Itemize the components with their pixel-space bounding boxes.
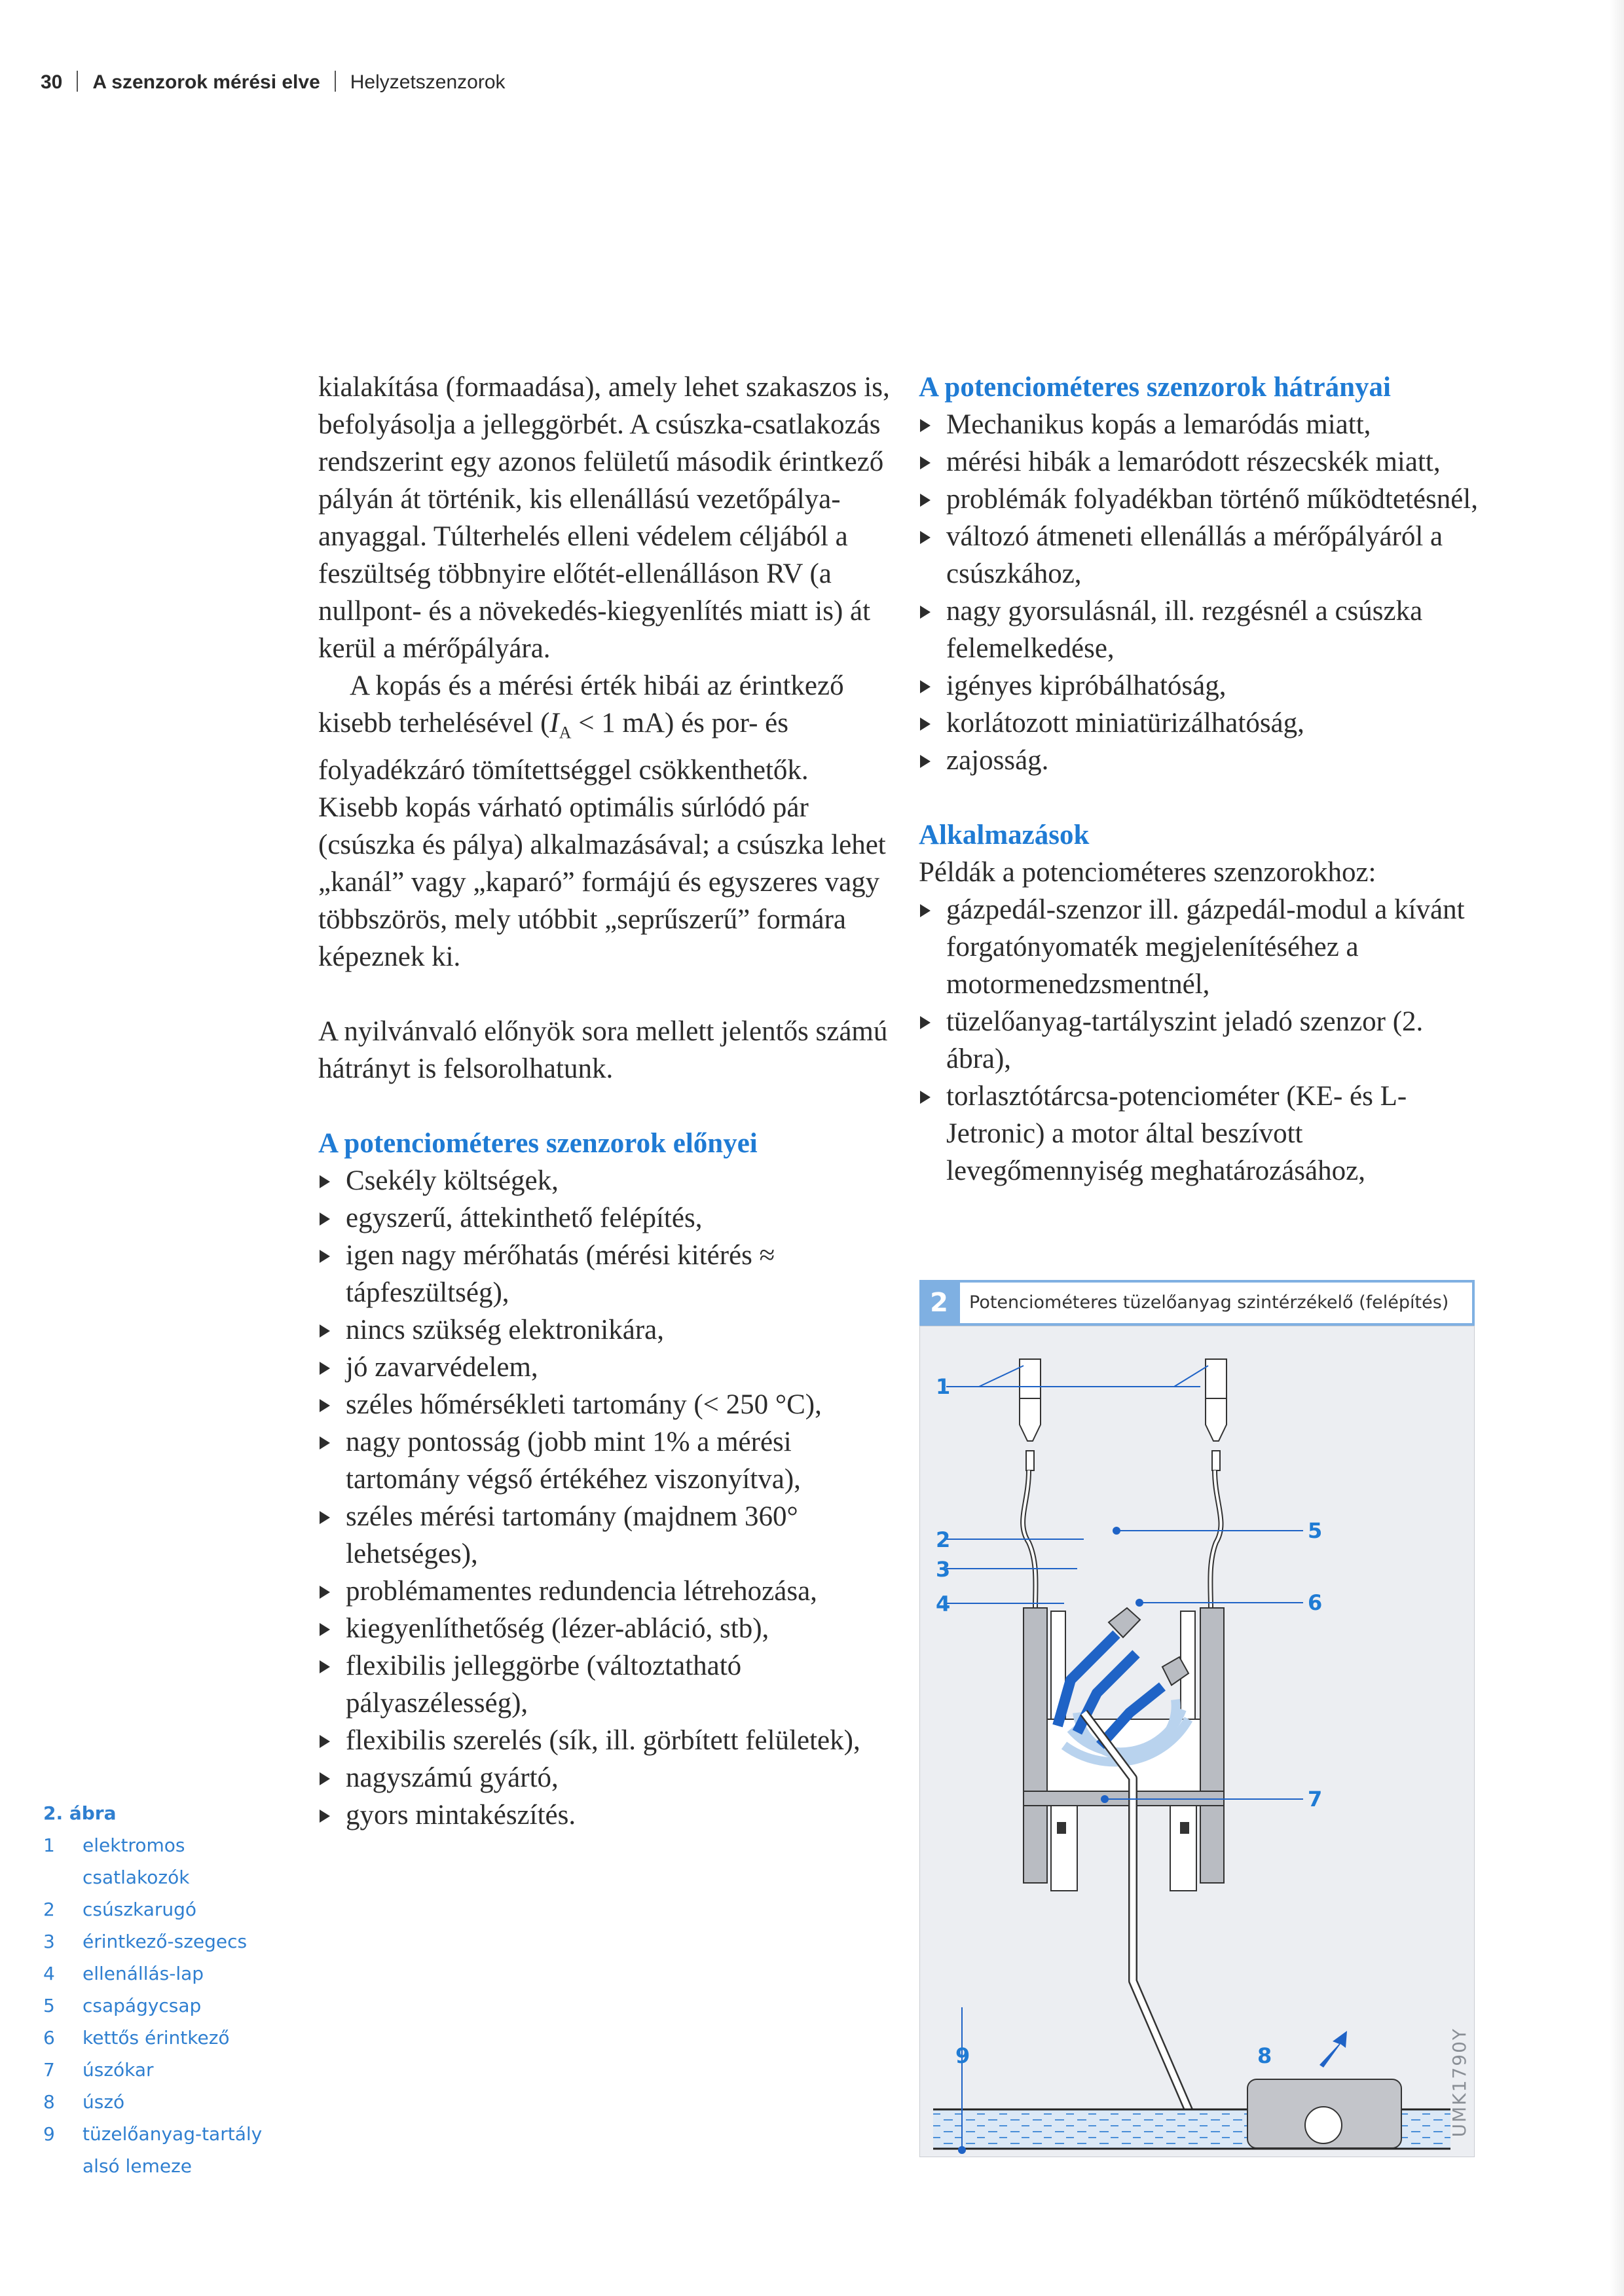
wear-paragraph xyxy=(318,667,895,975)
electrical-connector-right xyxy=(1206,1359,1227,1608)
callout-4: 4 xyxy=(936,1592,951,1616)
disadvantage-item: változó átmeneti ellenállás a mérőpályáról a csúszkához, xyxy=(919,518,1495,592)
figure-header xyxy=(919,1280,1475,1326)
caption-item xyxy=(43,2022,292,2054)
caption-item-number: 4 xyxy=(43,1963,55,1984)
advantage-item: kiegyenlíthetőség (lézer-abláció, stb), xyxy=(318,1610,895,1647)
advantage-item: flexibilis jelleggörbe (változtatható pályaszélesség), xyxy=(318,1647,895,1722)
caption-item xyxy=(43,2054,292,2086)
caption-item xyxy=(43,1958,292,1990)
current-symbol: I xyxy=(549,708,559,738)
transition-paragraph: A nyilvánvaló előnyök sora mellett jelentős számú hátrányt is felsorolhatunk. xyxy=(318,1015,888,1084)
caption-item xyxy=(43,2150,292,2182)
page-number: 30 xyxy=(41,71,63,93)
advantage-item: nincs szükség elektronikára, xyxy=(318,1311,895,1349)
caption-item-number xyxy=(43,1861,83,1893)
applications-intro: Példák a potenciométeres szenzorokhoz: xyxy=(919,857,1376,888)
right-text-column xyxy=(919,369,1495,1190)
figure-title: Potenciométeres tüzelőanyag szintérzékelő (felépítés) xyxy=(969,1292,1449,1313)
scan-edge xyxy=(1610,0,1624,2296)
caption-item-label: kettős érintkező xyxy=(83,2027,230,2049)
caption-item-label: úszókar xyxy=(83,2059,154,2081)
disadvantage-item: korlátozott miniatürizálhatóság, xyxy=(919,704,1495,742)
disadvantage-item: igényes kipróbálhatóság, xyxy=(919,667,1495,704)
disadvantage-item: nagy gyorsulásnál, ill. rezgésnél a csúszka felemelkedése, xyxy=(919,592,1495,667)
caption-item xyxy=(43,1990,292,2022)
main-text-column xyxy=(318,369,895,1834)
electrical-connector-left xyxy=(1020,1359,1041,1608)
caption-item-number: 1 xyxy=(43,1834,55,1856)
direction-arrow-icon xyxy=(1320,2031,1347,2068)
figure-title-box xyxy=(960,1283,1472,1323)
callout-8: 8 xyxy=(1257,2043,1272,2068)
caption-item xyxy=(43,1829,292,1861)
caption-title: 2. ábra xyxy=(43,1802,117,1824)
advantage-item: problémamentes redundencia létrehozása, xyxy=(318,1573,895,1610)
figure-number: 2 xyxy=(930,1288,948,1318)
caption-item xyxy=(43,2086,292,2118)
disadvantage-item: problémák folyadékban történő működtetésnél, xyxy=(919,481,1495,518)
figure-caption xyxy=(43,1797,292,2182)
intro-paragraph: kialakítása (formaadása), amely lehet szakaszos is, befolyásolja a jelleggörbét. A csúszka-csatlakozás rendszerint egy azonos felületű második érintkező pályán át történik, kis ellenállású vezetőpálya-anyaggal. Túlterhelés elleni védelem céljából a feszültség többnyire előtét-ellenálláson RV (a nullpont- és a növekedés-kiegyenlítés miatt is) át kerül a mérőpályára. xyxy=(318,372,890,664)
caption-item-label: tüzelőanyag-tartály xyxy=(83,2123,263,2145)
advantage-item: egyszerű, áttekinthető felépítés, xyxy=(318,1199,895,1237)
caption-item-label: alsó lemeze xyxy=(83,2155,192,2177)
caption-item-label: csúszkarugó xyxy=(83,1899,197,1920)
disadvantage-item: zajosság. xyxy=(919,742,1495,779)
caption-item-number xyxy=(43,2150,83,2182)
caption-item xyxy=(43,1861,292,1893)
caption-item-number: 6 xyxy=(43,2027,55,2049)
applications-list xyxy=(919,891,1495,1190)
caption-item xyxy=(43,2118,292,2150)
advantage-item: jó zavarvédelem, xyxy=(318,1349,895,1386)
advantage-item: nagy pontosság (jobb mint 1% a mérési tartomány végső értékéhez viszonyítva), xyxy=(318,1423,895,1498)
advantage-item: nagyszámú gyártó, xyxy=(318,1759,895,1796)
caption-item-label: úszó xyxy=(83,2091,125,2113)
callout-2: 2 xyxy=(936,1527,951,1552)
application-item: gázpedál-szenzor ill. gázpedál-modul a kívánt forgatónyomaték megjelenítéséhez a motormenedzsmentnél, xyxy=(919,891,1495,1003)
caption-item-label: csatlakozók xyxy=(83,1867,190,1888)
applications-heading: Alkalmazások xyxy=(919,820,1090,850)
application-item: tüzelőanyag-tartályszint jeladó szenzor (2. ábra), xyxy=(919,1003,1495,1078)
disadvantage-item: Mechanikus kopás a lemaródás miatt, xyxy=(919,406,1495,443)
wear-paragraph-suffix: < 1 mA) és por- és folyadékzáró tömítettséggel csökkenthetők. Kisebb kopás várható optimális súrlódó pár (csúszka és pálya) alkalmazásával; a csúszka lehet „kanál” vagy „kaparó” formájú és egyszeres vagy többszörös, mely utóbbit „seprűszerű” formára képeznek ki. xyxy=(318,708,886,972)
advantage-item: széles mérési tartomány (majdnem 360° lehetséges), xyxy=(318,1498,895,1573)
caption-item-label: ellenállás-lap xyxy=(83,1963,204,1984)
advantage-item: Csekély költségek, xyxy=(318,1162,895,1199)
chapter-title: A szenzorok mérési elve xyxy=(92,71,320,93)
caption-item-label: csapágycsap xyxy=(83,1995,202,2016)
caption-item-number: 8 xyxy=(43,2091,55,2113)
caption-item-label: elektromos xyxy=(83,1834,185,1856)
caption-item-number: 7 xyxy=(43,2059,55,2081)
disadvantage-item: mérési hibák a lemaródott részecskék miatt, xyxy=(919,443,1495,481)
advantage-item: flexibilis szerelés (sík, ill. görbített felületek), xyxy=(318,1722,895,1759)
advantage-item: gyors mintakészítés. xyxy=(318,1796,895,1834)
advantage-item: igen nagy mérőhatás (mérési kitérés ≈ tápfeszültség), xyxy=(318,1237,895,1311)
figure-code: UMK1790Y xyxy=(1449,2027,1470,2137)
fuel-level-sensor-drawing xyxy=(920,1326,1474,2157)
application-item: torlasztótárcsa-potenciométer (KE- és L-Jetronic) a motor által beszívott levegőmennyiség meghatározásához, xyxy=(919,1078,1495,1190)
section-title: Helyzetszenzorok xyxy=(350,71,506,93)
disadvantages-heading: A potenciométeres szenzorok hátrányai xyxy=(919,372,1391,403)
callout-1: 1 xyxy=(936,1374,951,1399)
callout-9: 9 xyxy=(955,2043,970,2068)
caption-item-number: 3 xyxy=(43,1931,55,1952)
callout-7: 7 xyxy=(1308,1787,1323,1812)
caption-item xyxy=(43,1893,292,1925)
current-subscript: A xyxy=(559,723,572,742)
header-separator xyxy=(77,71,78,92)
callout-6: 6 xyxy=(1308,1590,1323,1615)
advantages-heading: A potenciométeres szenzorok előnyei xyxy=(318,1127,758,1159)
caption-items xyxy=(43,1829,292,2182)
caption-item xyxy=(43,1925,292,1958)
caption-item-number: 5 xyxy=(43,1995,55,2016)
callout-3: 3 xyxy=(936,1557,951,1582)
caption-item-label: érintkező-szegecs xyxy=(83,1931,248,1952)
running-header xyxy=(41,71,506,94)
header-separator xyxy=(335,71,336,92)
disadvantages-list xyxy=(919,406,1495,779)
figure-2 xyxy=(919,1280,1475,2160)
caption-item-number: 2 xyxy=(43,1899,55,1920)
advantage-item: széles hőmérsékleti tartomány (< 250 °C), xyxy=(318,1386,895,1423)
figure-illustration xyxy=(919,1326,1475,2157)
advantages-list xyxy=(318,1162,895,1834)
wear-paragraph-prefix: A kopás és a mérési érték hibái az érintkező kisebb terhelésével ( xyxy=(318,670,844,738)
caption-item-number: 9 xyxy=(43,2123,55,2145)
callout-5: 5 xyxy=(1308,1518,1323,1543)
